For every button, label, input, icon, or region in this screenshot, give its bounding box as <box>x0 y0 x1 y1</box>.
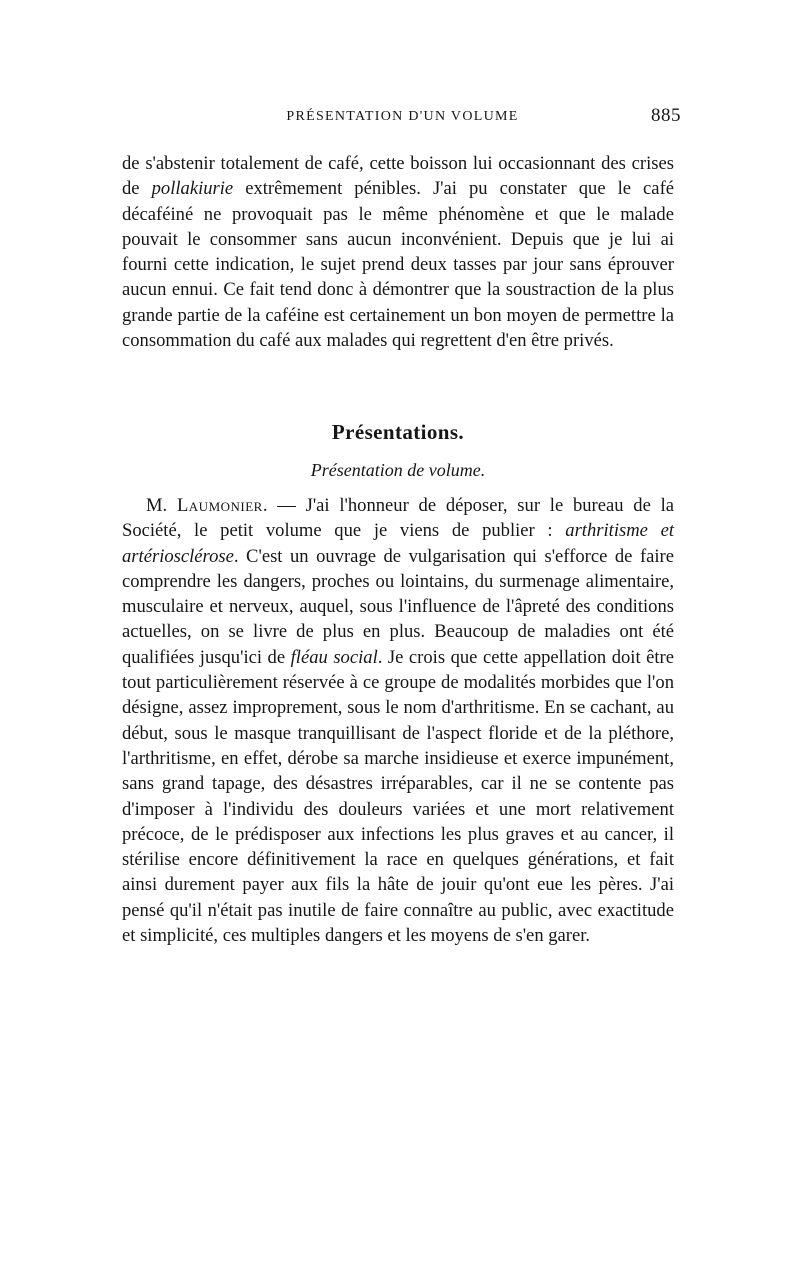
paragraph2-text-b: . C'est un ouvrage de vulgarisation qui s'efforce de faire comprendre les dangers, proches ou lointains, du surmenage alimentaire, musculaire et nerveux, auquel, sous l'influence de l'âpreté des conditions actuelles, on se livre de plus en plus. Beaucoup de maladies ont été qualifiées jusqu'ici de <box>122 545 674 668</box>
section-heading: Présentations. <box>331 420 465 444</box>
paragraph1-text-b: extrêmement pénibles. J'ai pu constater que le café décaféiné ne provoquait pas le même phénomène et que le malade pouvait le consommer sans aucun inconvénient. Depuis que je lui ai fourni cette indication, le sujet prend deux tasses par jour sans éprouver aucun ennui. Ce fait tend donc à démontrer que la soustraction de la plus grande partie de la caféine est certainement un bon moyen de permettre la consommation du café aux malades qui regrettent d'en être privés. <box>122 178 675 352</box>
paragraph2-text-a: . — J'ai l'honneur de déposer, sur le bureau de la Société, le petit volume que je viens de publier : <box>122 495 674 542</box>
running-title: PRÉSENTATION D'UN VOLUME <box>286 109 519 124</box>
paragraph1-text-a: de s'abstenir totalement de café, cette boisson lui occasionnant des crises de <box>122 153 674 200</box>
section-subheading: Présentation de volume. <box>310 460 486 480</box>
running-header <box>120 103 685 133</box>
page-number: 885 <box>651 105 681 126</box>
speaker-name: Laumonier <box>176 495 263 516</box>
paragraph-coffee-observation <box>122 151 674 353</box>
paragraph2-italic-phrase: fléau social <box>290 646 378 668</box>
paragraph-laumonier-presentation <box>122 493 674 948</box>
paragraph1-italic-term: pollakiurie <box>151 178 234 200</box>
speaker-prefix: M. <box>146 495 177 516</box>
paragraph2-text-c: . Je crois que cette appellation doit être tout particulièrement réservée à ce groupe de modalités morbides que l'on désigne, assez improprement, sous le nom d'arthritisme. En se cachant, au début, sous le masque tranquillisant de l'aspect floride et de la pléthore, l'arthritisme, en effet, dérobe sa marche insidieuse et exerce impunément, sans grand tapage, des désastres irréparables, car il ne se contente pas d'imposer à l'individu des douleurs variées et une mort relativement précoce, de le prédisposer aux infections les plus graves et au cancer, il stérilise encore définitivement la race en quelques générations, et fait ainsi durement payer aux fils la hâte de jouir qu'ont eue les pères. J'ai pensé qu'il n'était pas inutile de faire connaître au public, avec exactitude et simplicité, ces multiples dangers et les moyens de s'en garer. <box>122 646 675 947</box>
book-title: arthritisme et artériosclérose <box>122 520 675 567</box>
